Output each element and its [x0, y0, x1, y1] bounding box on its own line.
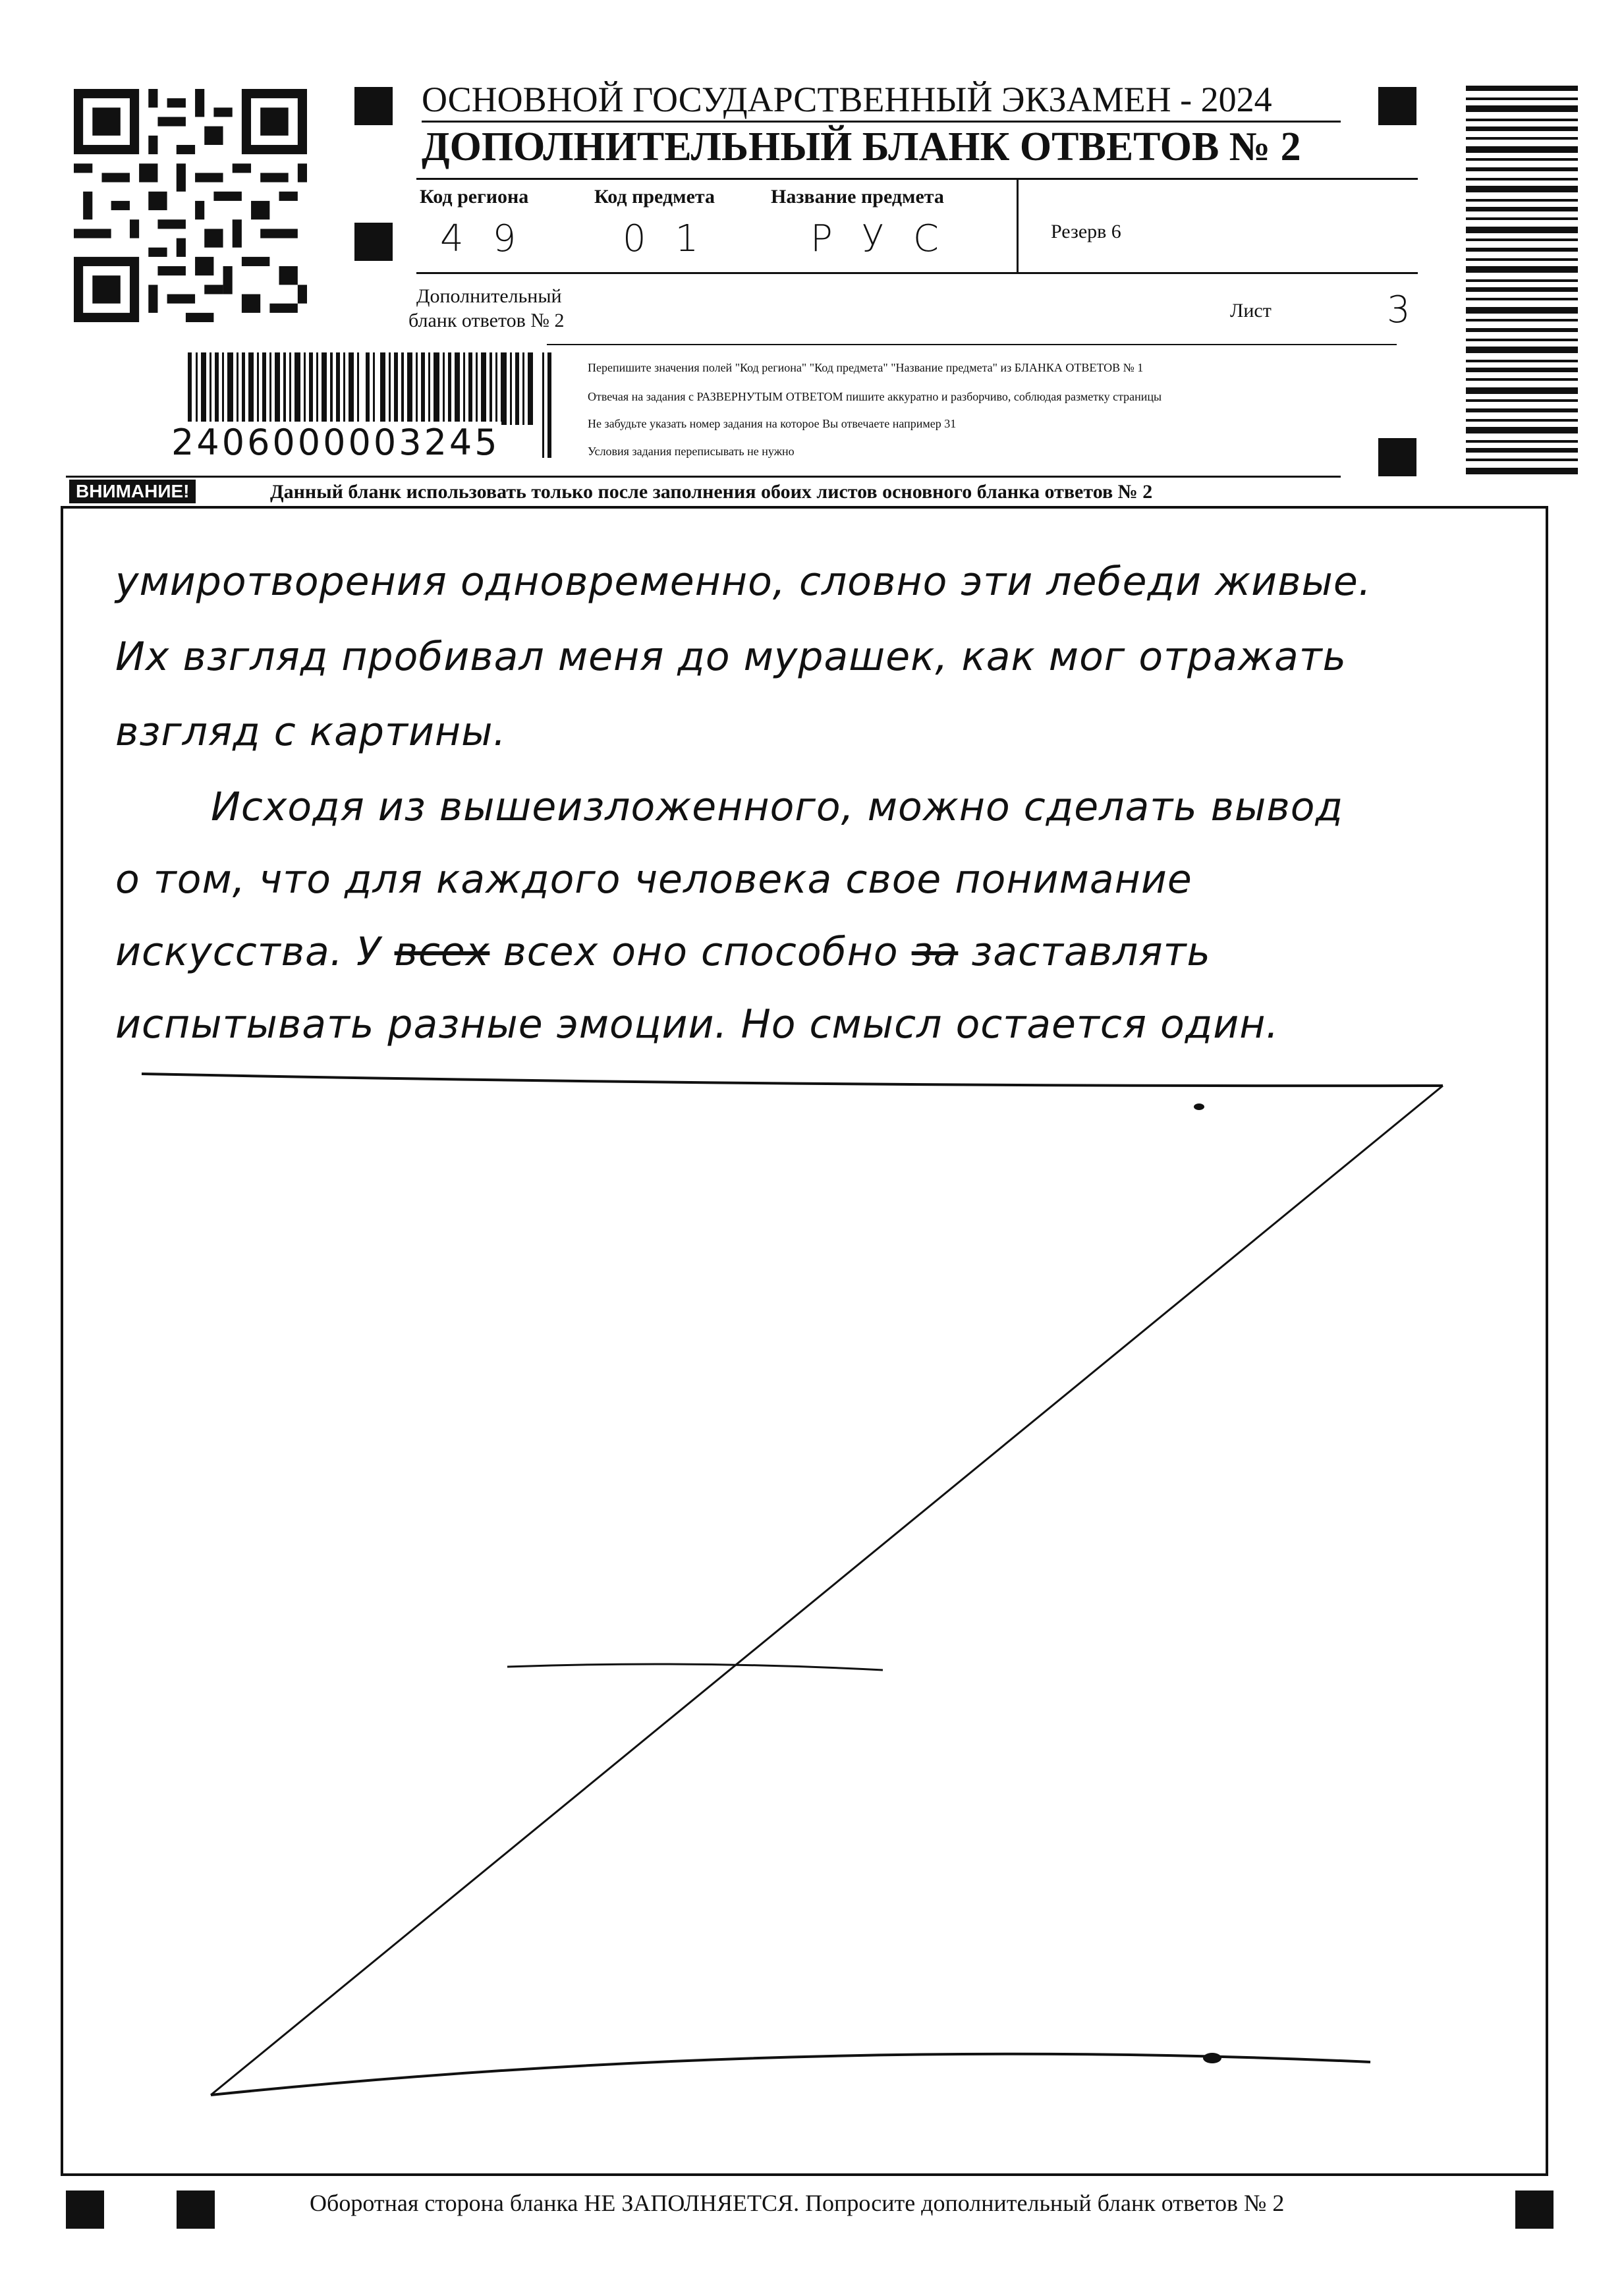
answer-line-6-end: заставлять — [971, 929, 1211, 975]
instruction-line: Не забудьте указать номер задания на которое Вы отвечаете например 31 — [588, 417, 957, 430]
form-title: ДОПОЛНИТЕЛЬНЫЙ БЛАНК ОТВЕТОВ № 2 — [422, 125, 1301, 169]
crossed-out-word: за — [911, 929, 959, 975]
alignment-marker — [354, 87, 393, 125]
alignment-marker — [1378, 87, 1416, 125]
answer-line-6-middle: всех оно способно — [503, 929, 899, 975]
extra-sheet-label-1: Дополнительный — [416, 285, 562, 307]
warning-badge: ВНИМАНИЕ! — [69, 480, 196, 503]
barcode-number: 2406000003245 — [171, 422, 500, 463]
subject-name-label: Название предмета — [771, 186, 944, 208]
sheet-number[interactable]: 3 — [1387, 289, 1440, 331]
alignment-marker — [354, 223, 393, 261]
region-code-label: Код региона — [420, 186, 529, 208]
warning-rule — [66, 476, 1341, 478]
alignment-marker — [1515, 2190, 1554, 2229]
subject-code-label: Код предмета — [594, 186, 715, 208]
instruction-line: Условия задания переписывать не нужно — [588, 445, 795, 458]
field-rule — [416, 272, 1418, 274]
instruction-line: Отвечая на задания с РАЗВЕРНУТЫМ ОТВЕТОМ пишите аккуратно и разборчиво, соблюдая разметку страницы — [588, 390, 1162, 403]
answer-line-3: взгляд с картины. — [115, 709, 507, 755]
crossed-out-word: всех — [394, 929, 490, 975]
sheet-label: Лист — [1230, 300, 1272, 321]
field-divider — [1017, 179, 1019, 273]
sheet-rule — [547, 344, 1397, 345]
reserve-label: Резерв 6 — [1051, 221, 1121, 242]
extra-sheet-label-2: бланк ответов № 2 — [408, 310, 565, 331]
warning-text: Данный бланк использовать только после заполнения обоих листов основного бланка ответов № 2 — [270, 481, 1153, 503]
exam-title: ОСНОВНОЙ ГОСУДАРСТВЕННЫЙ ЭКЗАМЕН - 2024 — [422, 80, 1272, 119]
header-rule — [416, 178, 1418, 180]
answer-line-4: Исходя из вышеизложенного, можно сделать вывод — [211, 784, 1343, 830]
alignment-marker — [1378, 438, 1416, 476]
answer-line-1: умиротворения одновременно, словно эти лебеди живые. — [115, 559, 1372, 605]
footer-note: Оборотная сторона бланка НЕ ЗАПОЛНЯЕТСЯ. Попросите дополнительный бланк ответов № 2 — [310, 2190, 1285, 2216]
side-barcode — [1466, 86, 1578, 474]
answer-line-7: испытывать разные эмоции. Но смысл остается один. — [115, 1001, 1279, 1047]
region-code-value[interactable]: 49 — [440, 217, 546, 260]
answer-line-2: Их взгляд пробивал меня до мурашек, как мог отражать — [115, 634, 1347, 680]
instruction-line: Перепишите значения полей "Код региона" "Код предмета" "Название предмета" из БЛАНКА ОТВЕТОВ № 1 — [588, 361, 1144, 374]
answer-line-5: о том, что для каждого человека свое понимание — [115, 856, 1192, 903]
qr-code — [74, 89, 307, 322]
alignment-marker — [66, 2190, 104, 2229]
subject-code-value[interactable]: 01 — [623, 217, 728, 260]
title-underline — [422, 121, 1341, 123]
alignment-marker — [177, 2190, 215, 2229]
answer-line-6-start: искусства. У — [115, 929, 381, 975]
answer-area[interactable] — [61, 506, 1548, 2176]
subject-name-value[interactable]: РУС — [810, 217, 968, 260]
answer-line-6 — [115, 929, 1211, 975]
